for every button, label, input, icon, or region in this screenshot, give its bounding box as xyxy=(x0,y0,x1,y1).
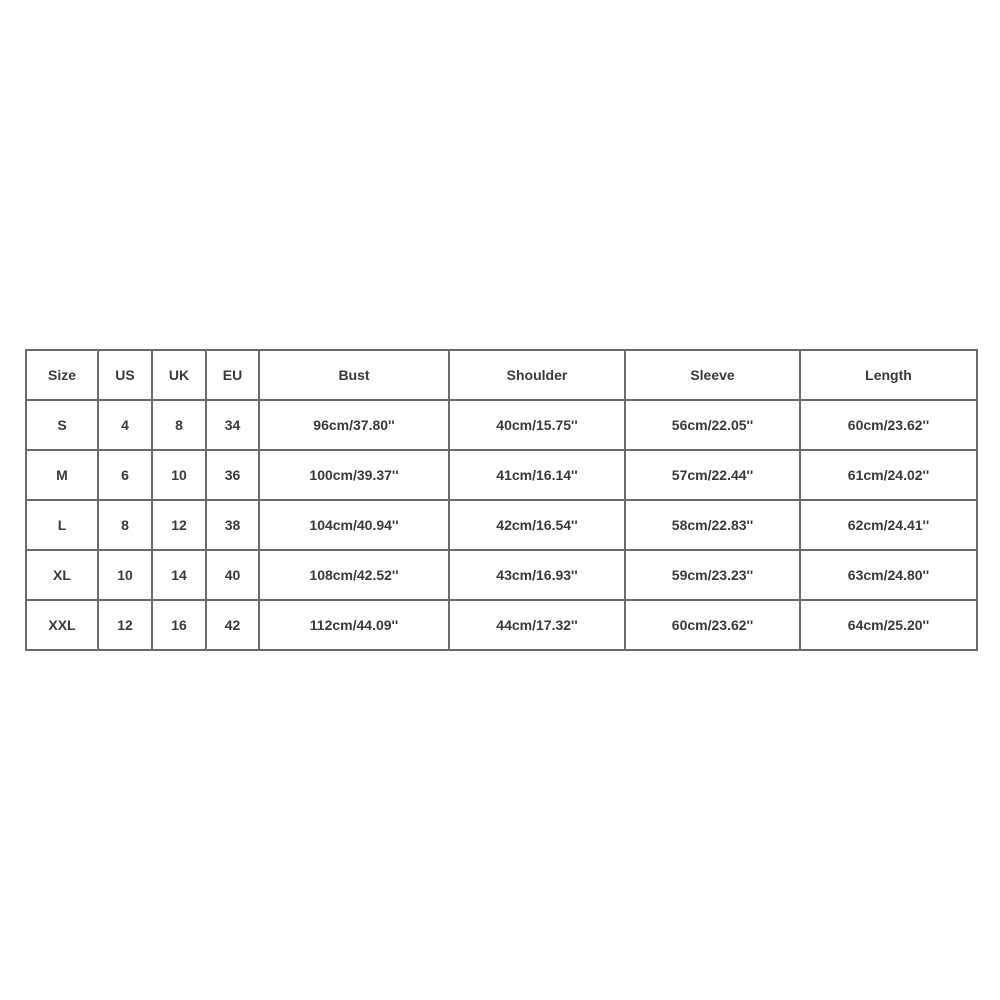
cell-sleeve: 60cm/23.62'' xyxy=(625,600,800,650)
cell-shoulder: 41cm/16.14'' xyxy=(449,450,625,500)
header-length: Length xyxy=(800,350,977,400)
table-row xyxy=(26,550,977,600)
cell-length: 62cm/24.41'' xyxy=(800,500,977,550)
cell-eu: 40 xyxy=(206,550,259,600)
cell-bust: 100cm/39.37'' xyxy=(259,450,449,500)
header-bust: Bust xyxy=(259,350,449,400)
table-row xyxy=(26,500,977,550)
cell-eu: 36 xyxy=(206,450,259,500)
table-row xyxy=(26,450,977,500)
cell-size: M xyxy=(26,450,98,500)
cell-sleeve: 56cm/22.05'' xyxy=(625,400,800,450)
header-sleeve: Sleeve xyxy=(625,350,800,400)
cell-sleeve: 57cm/22.44'' xyxy=(625,450,800,500)
cell-us: 8 xyxy=(98,500,152,550)
cell-length: 64cm/25.20'' xyxy=(800,600,977,650)
cell-length: 63cm/24.80'' xyxy=(800,550,977,600)
cell-size: S xyxy=(26,400,98,450)
table-row xyxy=(26,400,977,450)
cell-size: XXL xyxy=(26,600,98,650)
cell-shoulder: 42cm/16.54'' xyxy=(449,500,625,550)
cell-us: 4 xyxy=(98,400,152,450)
header-us: US xyxy=(98,350,152,400)
cell-us: 12 xyxy=(98,600,152,650)
cell-eu: 34 xyxy=(206,400,259,450)
cell-shoulder: 43cm/16.93'' xyxy=(449,550,625,600)
cell-bust: 108cm/42.52'' xyxy=(259,550,449,600)
cell-bust: 112cm/44.09'' xyxy=(259,600,449,650)
cell-uk: 8 xyxy=(152,400,206,450)
cell-uk: 10 xyxy=(152,450,206,500)
cell-shoulder: 44cm/17.32'' xyxy=(449,600,625,650)
cell-sleeve: 58cm/22.83'' xyxy=(625,500,800,550)
cell-uk: 16 xyxy=(152,600,206,650)
cell-sleeve: 59cm/23.23'' xyxy=(625,550,800,600)
cell-bust: 96cm/37.80'' xyxy=(259,400,449,450)
cell-length: 60cm/23.62'' xyxy=(800,400,977,450)
cell-size: XL xyxy=(26,550,98,600)
header-eu: EU xyxy=(206,350,259,400)
cell-size: L xyxy=(26,500,98,550)
header-row xyxy=(26,350,977,400)
cell-us: 10 xyxy=(98,550,152,600)
cell-eu: 38 xyxy=(206,500,259,550)
table-row xyxy=(26,600,977,650)
header-size: Size xyxy=(26,350,98,400)
header-uk: UK xyxy=(152,350,206,400)
header-shoulder: Shoulder xyxy=(449,350,625,400)
cell-uk: 12 xyxy=(152,500,206,550)
size-chart-table xyxy=(25,349,978,651)
cell-length: 61cm/24.02'' xyxy=(800,450,977,500)
cell-uk: 14 xyxy=(152,550,206,600)
cell-eu: 42 xyxy=(206,600,259,650)
cell-us: 6 xyxy=(98,450,152,500)
cell-shoulder: 40cm/15.75'' xyxy=(449,400,625,450)
cell-bust: 104cm/40.94'' xyxy=(259,500,449,550)
